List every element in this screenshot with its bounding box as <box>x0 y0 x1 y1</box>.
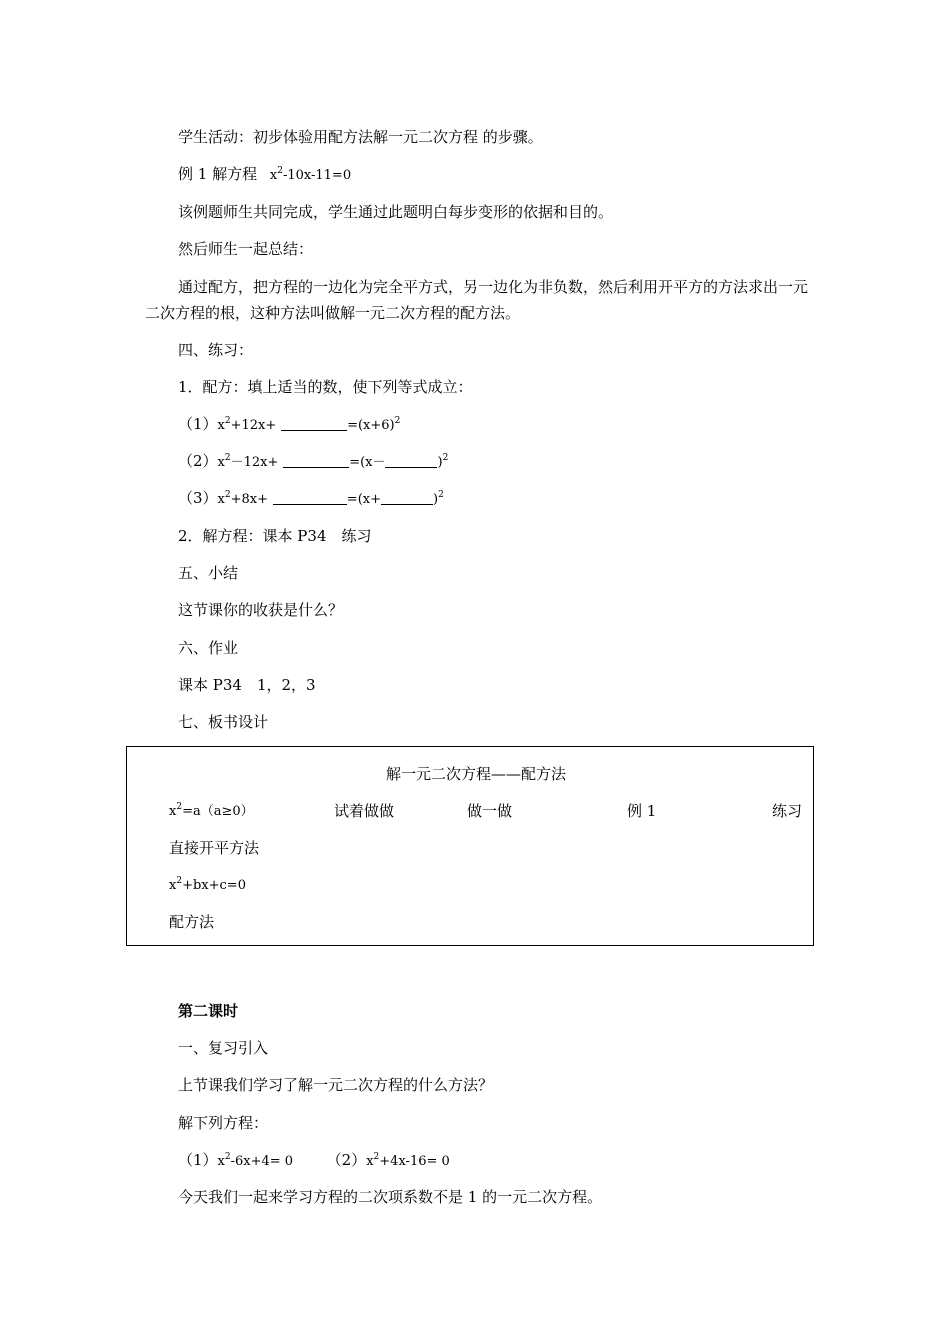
board-direct-root: 直接开平方法 <box>169 839 260 857</box>
board-col-do: 做一做 <box>467 802 513 820</box>
homework-text: 课本 P34 1，2，3 <box>178 676 316 694</box>
lesson-2-heading: 第二课时 <box>178 1002 239 1020</box>
review-instruction: 解下列方程： <box>178 1114 269 1132</box>
review-question: 上节课我们学习了解一元二次方程的什么方法？ <box>178 1076 494 1094</box>
student-activity-text: 学生活动：初步体验用配方法解一元二次方程 的步骤。 <box>178 128 543 146</box>
board-col-practice: 练习 <box>772 802 803 820</box>
answer-blank[interactable] <box>283 455 349 468</box>
section-summary-heading: 五、小结 <box>178 564 239 582</box>
board-completing-square: 配方法 <box>169 913 215 931</box>
summary-question: 这节课你的收获是什么？ <box>178 601 344 619</box>
answer-blank[interactable] <box>273 492 347 505</box>
method-definition: 通过配方，把方程的一边化为完全平方式，另一边化为非负数，然后利用开平方的方法求出一元二次方程的根，这种方法叫做解一元二次方程的配方法。 <box>145 278 809 322</box>
example-1-line <box>178 165 351 185</box>
board-col-example: 例 1 <box>627 802 657 820</box>
review-equations: $(1)x^2-6x+4= 0$ $(2)x^2+4x-16= 0$ <box>178 1151 450 1169</box>
board-formula-1: $x^2=a(a\ge 0)$ <box>169 802 254 819</box>
example-1-equation: $x^2-10x-11=0$ <box>269 166 352 183</box>
board-col-try: 试着做做 <box>334 802 395 820</box>
practice-item-1: $(1)x^2+12x+ =(x+6)^2$ <box>178 415 401 433</box>
example-note: 该例题师生共同完成，学生通过此题明白每步变形的依据和目的。 <box>178 203 614 221</box>
board-title: 解一元二次方程——配方法 <box>386 765 567 783</box>
practice-item-3: $(3)x^2+8x+ =(x+ )^2$ <box>178 489 444 507</box>
summary-intro: 然后师生一起总结： <box>178 240 314 258</box>
section-review-heading: 一、复习引入 <box>178 1039 269 1057</box>
answer-blank[interactable] <box>381 492 433 505</box>
board-design-box <box>126 746 814 946</box>
answer-blank[interactable] <box>281 418 347 431</box>
section-board-heading: 七、板书设计 <box>178 713 269 731</box>
example-1-label: 例 1 解方程 <box>178 165 258 183</box>
answer-blank[interactable] <box>385 455 437 468</box>
practice-item-2: $(2)x^2-12x+ =(x- )^2$ <box>178 452 449 470</box>
board-formula-2: $x^2+bx+c=0$ <box>169 876 246 893</box>
section-homework-heading: 六、作业 <box>178 639 239 657</box>
section-practice-heading: 四、练习： <box>178 341 254 359</box>
today-intro: 今天我们一起来学习方程的二次项系数不是 1 的一元二次方程。 <box>178 1188 603 1206</box>
practice-question-1: 1．配方：填上适当的数，使下列等式成立： <box>178 378 473 396</box>
practice-question-2: 2．解方程：课本 P34 练习 <box>178 527 372 545</box>
